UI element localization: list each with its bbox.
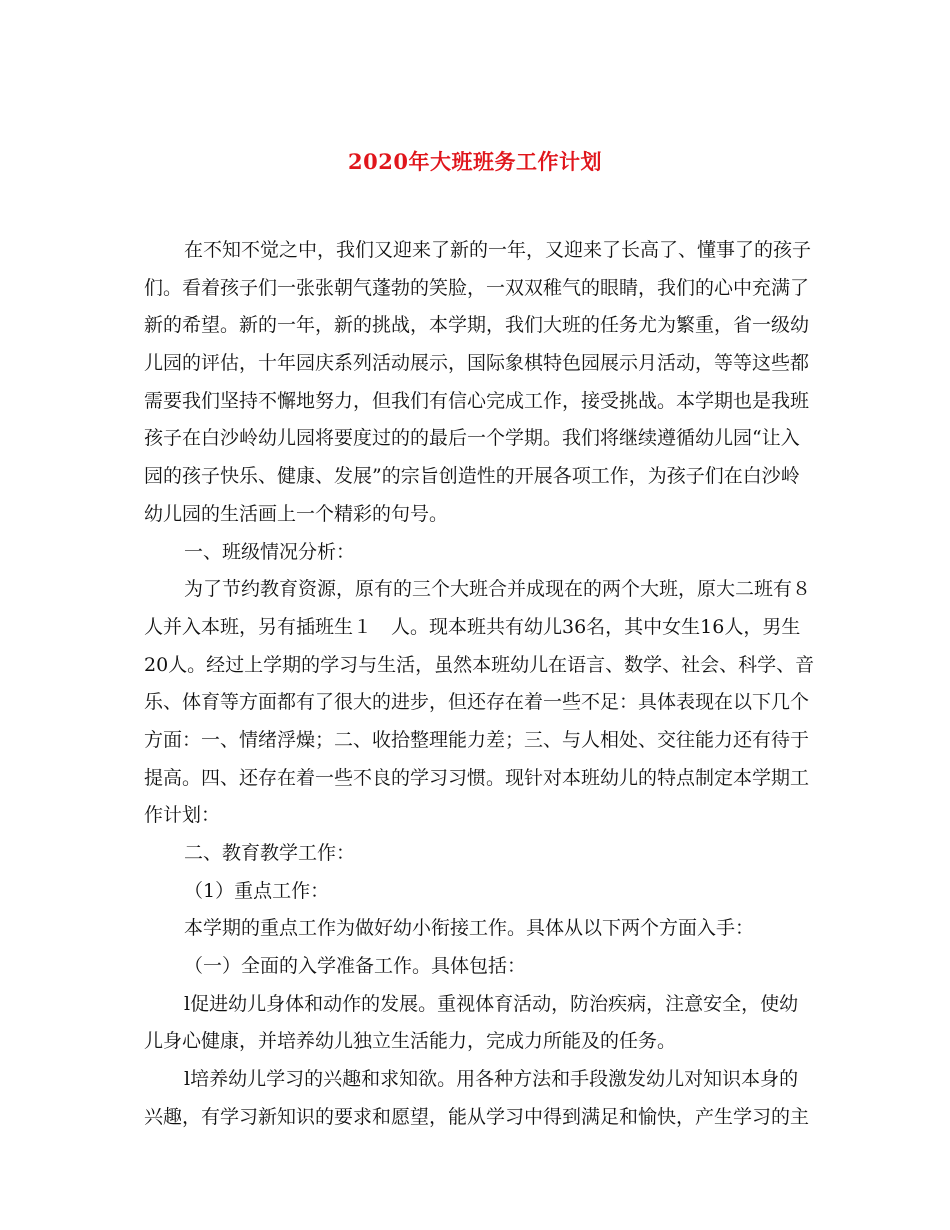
- document-title: 2020年大班班务工作计划: [348, 149, 602, 174]
- paragraph-line: 本学期的重点工作为做好幼小衔接工作。具体从以下两个方面入手：: [184, 917, 755, 940]
- paragraph-line: 在不知不觉之中，我们又迎来了新的一年，又迎来了长高了、懂事了的孩子: [184, 239, 812, 261]
- paragraph-line: 需要我们坚持不懈地努力，但我们有信心完成工作，接受挑战。本学期也是我班: [144, 389, 810, 412]
- document-body: [144, 232, 815, 1137]
- paragraph-line: 们。看着孩子们一张张朝气蓬勃的笑脸，一双双稚气的眼睛，我们的心中充满了: [144, 276, 810, 299]
- list-item-line: 儿身心健康，并培养幼儿独立生活能力，完成力所能及的任务。: [144, 1030, 677, 1053]
- list-item-line: l培养幼儿学习的兴趣和求知欲。用各种方法和手段激发幼儿对知识本身的: [184, 1068, 799, 1091]
- list-item-line: l促进幼儿身体和动作的发展。重视体育活动，防治疾病，注意安全，使幼: [184, 992, 799, 1015]
- paragraph-line: 20人。经过上学期的学习与生活，虽然本班幼儿在语言、数学、社会、科学、音: [144, 653, 815, 676]
- subsection-heading: （1）重点工作：: [184, 879, 330, 902]
- paragraph-line: 园的孩子快乐、健康、发展”的宗旨创造性的开展各项工作，为孩子们在白沙岭: [144, 465, 800, 488]
- paragraph-line: 儿园的评估，十年园庆系列活动展示，国际象棋特色园展示月活动，等等这些都: [144, 352, 810, 375]
- paragraph-line: 乐、体育等方面都有了很大的进步，但还存在着一些不足：具体表现在以下几个: [144, 691, 810, 714]
- subsection-heading: （一）全面的入学准备工作。具体包括：: [184, 955, 527, 978]
- list-item-line: 兴趣，有学习新知识的要求和愿望，能从学习中得到满足和愉快，产生学习的主: [144, 1105, 810, 1128]
- paragraph-line: 幼儿园的生活画上一个精彩的句号。: [144, 502, 449, 525]
- paragraph-line: 孩子在白沙岭幼儿园将要度过的的最后一个学期。我们将继续遵循幼儿园“让入: [144, 427, 800, 450]
- paragraph-line: 方面：一、情绪浮燥；二、收拾整理能力差；三、与人相处、交往能力还有待于: [144, 728, 810, 751]
- paragraph-line: 人并入本班，另有插班生１ 人。现本班共有幼儿36名，其中女生16人，男生: [144, 615, 801, 638]
- paragraph-line: 提高。四、还存在着一些不良的学习习惯。现针对本班幼儿的特点制定本学期工: [144, 766, 810, 789]
- paragraph-line: 新的希望。新的一年，新的挑战，本学期，我们大班的任务尤为繁重，省一级幼: [144, 314, 810, 337]
- paragraph-line: 作计划：: [144, 804, 221, 827]
- paragraph-line: 为了节约教育资源，原有的三个大班合并成现在的两个大班，原大二班有８: [184, 578, 812, 601]
- section-heading: 一、班级情况分析：: [184, 540, 356, 563]
- section-heading: 二、教育教学工作：: [184, 842, 356, 864]
